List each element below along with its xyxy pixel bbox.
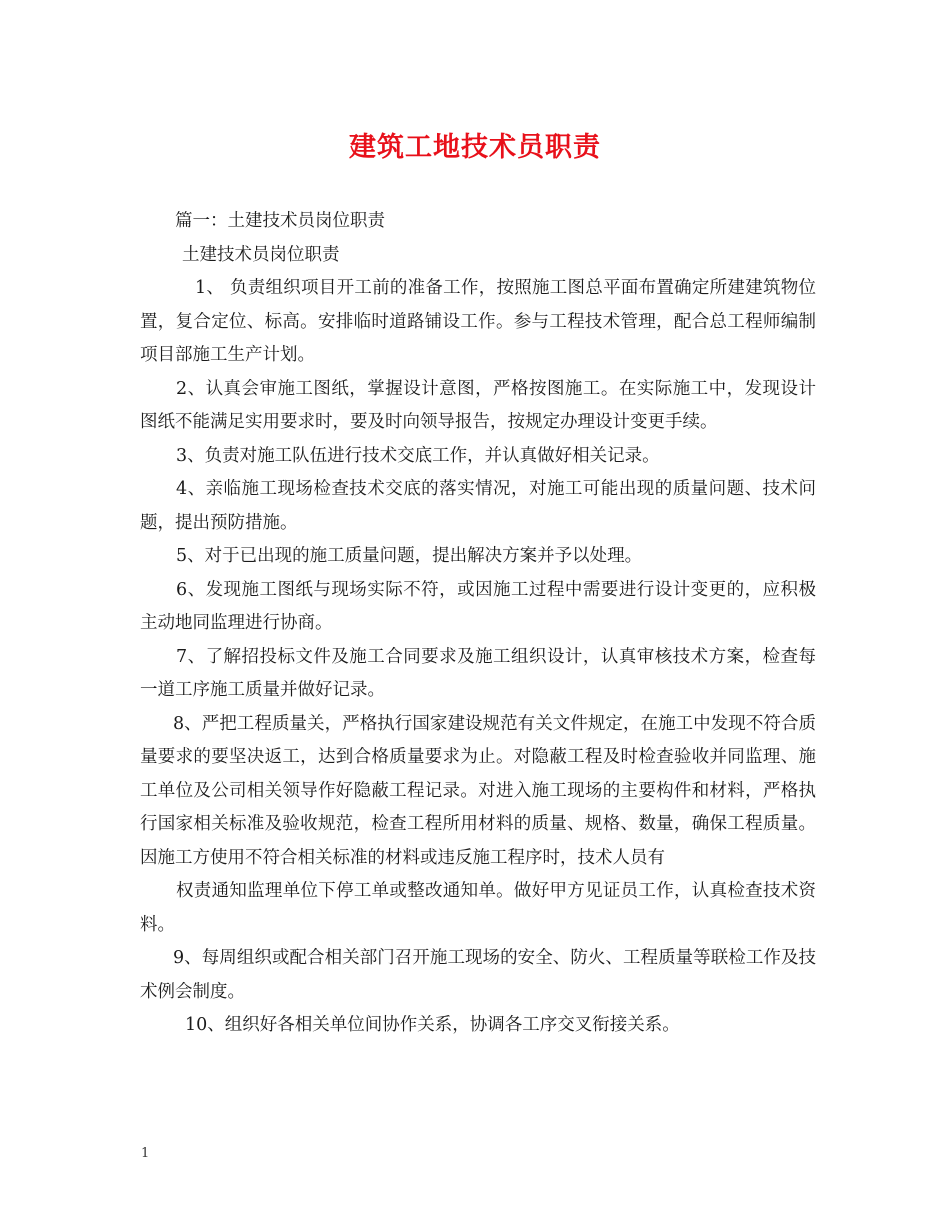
paragraph-8-continuation: 权责通知监理单位下停工单或整改通知单。做好甲方见证员工作，认真检查技术资料。: [140, 881, 816, 935]
paragraph-10: 10、组织好各相关单位间协作关系，协调各工序交叉衔接关系。: [185, 1015, 680, 1035]
paragraph-6: 6、发现施工图纸与现场实际不符，或因施工过程中需要进行设计变更的，应积极主动地同监理进行协商。: [140, 579, 816, 633]
paragraph-4: 4、亲临施工现场检查技术交底的落实情况，对施工可能出现的质量问题、技术问题，提出预防措施。: [140, 479, 816, 533]
paragraph-2: 2、认真会审施工图纸，掌握设计意图，严格按图施工。在实际施工中，发现设计图纸不能满足实用要求时，要及时向领导报告，按规定办理设计变更手续。: [140, 378, 816, 432]
paragraph-3: 3、负责对施工队伍进行技术交底工作，并认真做好相关记录。: [176, 445, 660, 466]
document-title: 建筑工地技术员职责: [349, 132, 601, 163]
section-heading: 篇一：土建技术员岗位职责: [175, 211, 385, 231]
paragraph-5: 5、对于已出现的施工质量问题，提出解决方案并予以处理。: [176, 546, 643, 566]
page-number: 1: [141, 1146, 150, 1161]
paragraph-7: 7、了解招投标文件及施工合同要求及施工组织设计，认真审核技术方案，检查每一道工序施工质量并做好记录。: [140, 646, 816, 700]
paragraph-8: 8、严把工程质量关，严格执行国家建设规范有关文件规定，在施工中发现不符合质量要求的要坚决返工，达到合格质量要求为止。对隐蔽工程及时检查验收并同监理、施工单位及公司相关领导作好隐蔽工程记录。对进入施工现场的主要构件和材料，严格执行国家相关标准及验收规范，检查工程所用材料的质量、规格、数量，确保工程质量。因施工方使用不符合相关标准的材料或违反施工程序时，技术人员有: [140, 713, 816, 868]
paragraph-1: 1、 负责组织项目开工前的准备工作，按照施工图总平面布置确定所建建筑物位置，复合定位、标高。安排临时道路铺设工作。参与工程技术管理，配合总工程师编制项目部施工生产计划。: [140, 278, 816, 365]
sub-heading: 土建技术员岗位职责: [182, 244, 340, 265]
document-body: [140, 205, 816, 1043]
paragraph-9: 9、每周组织或配合相关部门召开施工现场的安全、防火、工程质量等联检工作及技术例会制度。: [140, 948, 816, 1002]
